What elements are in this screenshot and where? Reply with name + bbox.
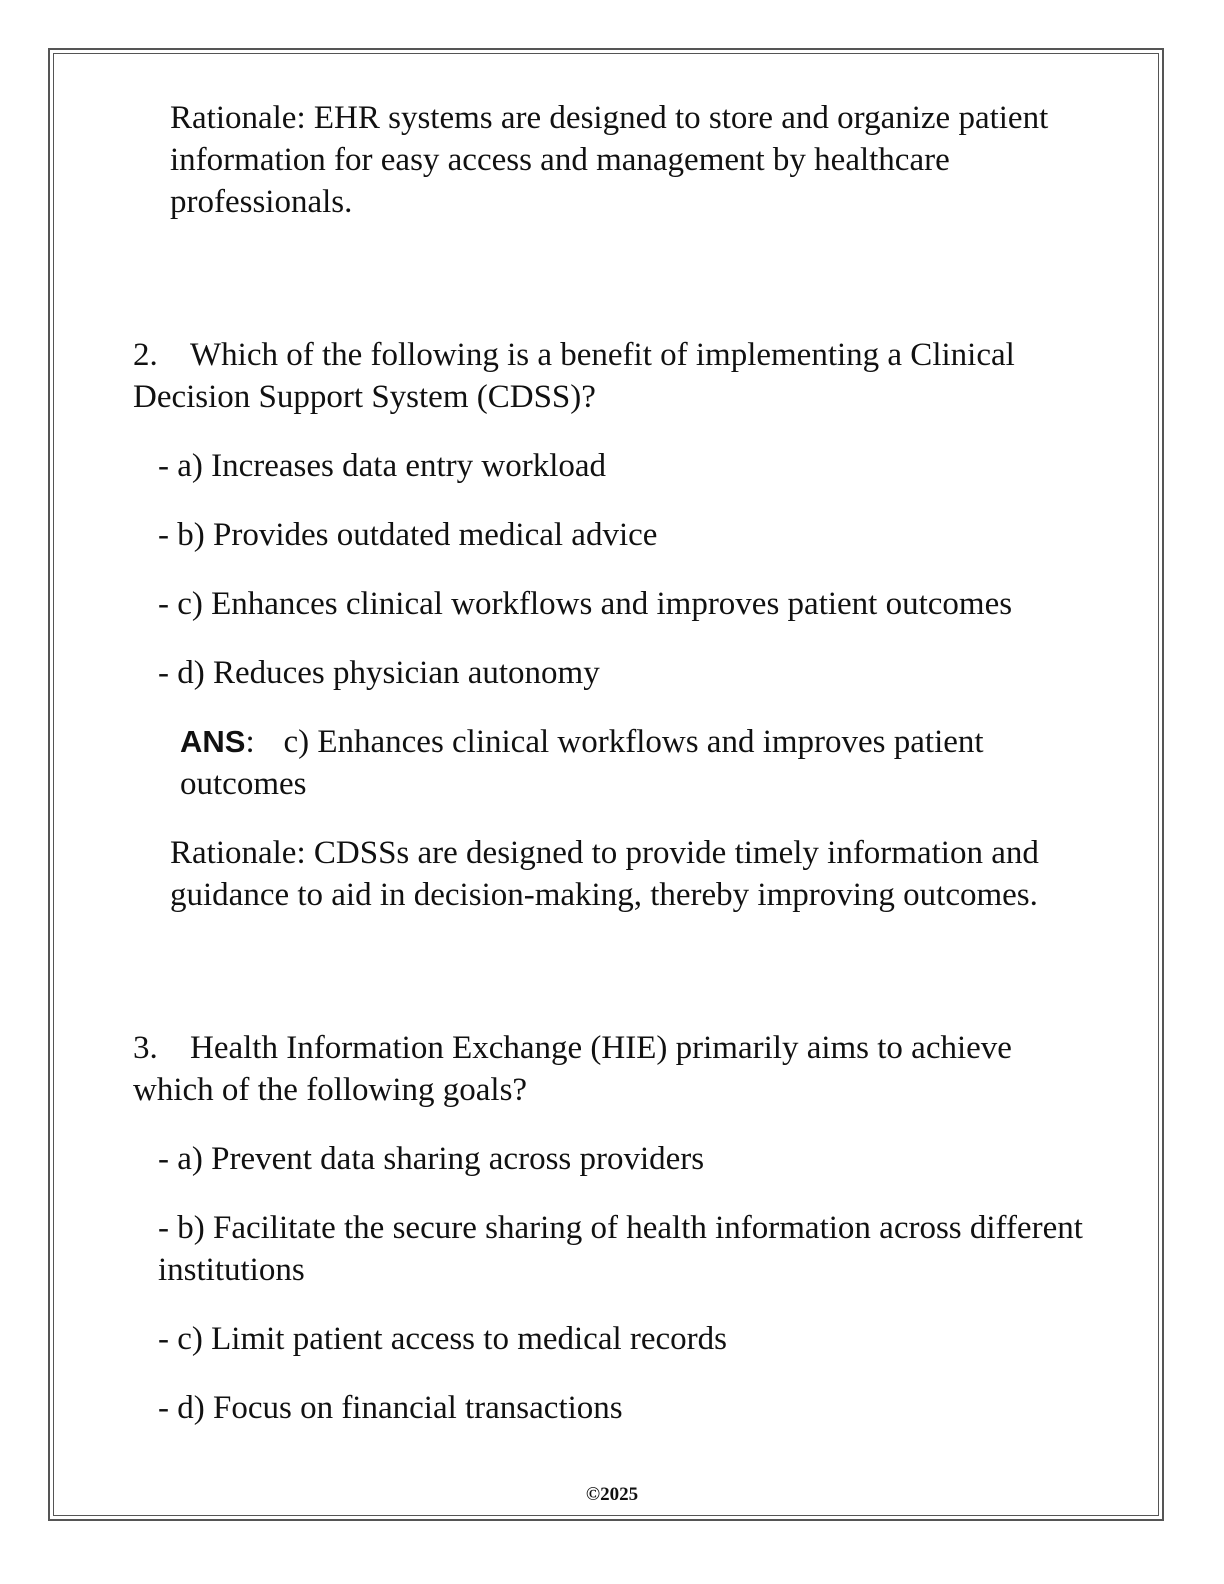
question-3-stem — [133, 1027, 1093, 1111]
question-2-option-d: - d) Reduces physician autonomy — [158, 655, 600, 691]
question-3-option-d: - d) Focus on financial transactions — [158, 1390, 623, 1426]
document-body — [133, 97, 1093, 1429]
question-3-option-a: - a) Prevent data sharing across providers — [158, 1141, 705, 1177]
question-2-option-a: - a) Increases data entry workload — [158, 448, 607, 484]
rationale-1: Rationale: EHR systems are designed to store and organize patient information for easy access and management by healthcare professionals. — [170, 100, 1049, 220]
question-3 — [133, 1027, 1093, 1429]
question-2 — [133, 334, 1093, 916]
answer-colon: : — [245, 724, 255, 760]
question-3-number: 3. — [133, 1030, 158, 1066]
question-2-option-b: - b) Provides outdated medical advice — [158, 517, 658, 553]
copyright-footer: ©2025 — [585, 1484, 639, 1505]
question-3-option-c: - c) Limit patient access to medical records — [158, 1321, 728, 1357]
question-2-rationale: Rationale: CDSSs are designed to provide timely information and guidance to aid in decision-making, thereby improving outcomes. — [170, 835, 1039, 913]
question-2-answer — [133, 721, 1093, 805]
question-2-stem — [133, 334, 1093, 418]
question-2-text: Which of the following is a benefit of implementing a Clinical Decision Support System (CDSS)? — [133, 337, 1015, 415]
question-2-number: 2. — [133, 337, 158, 373]
answer-label: ANS — [180, 724, 246, 759]
answer-text: c) Enhances clinical workflows and improves patient outcomes — [180, 724, 984, 802]
question-3-option-b: - b) Facilitate the secure sharing of health information across different institutions — [158, 1210, 1083, 1288]
question-2-option-c: - c) Enhances clinical workflows and improves patient outcomes — [158, 586, 1013, 622]
question-3-text: Health Information Exchange (HIE) primarily aims to achieve which of the following goals? — [133, 1030, 1012, 1108]
